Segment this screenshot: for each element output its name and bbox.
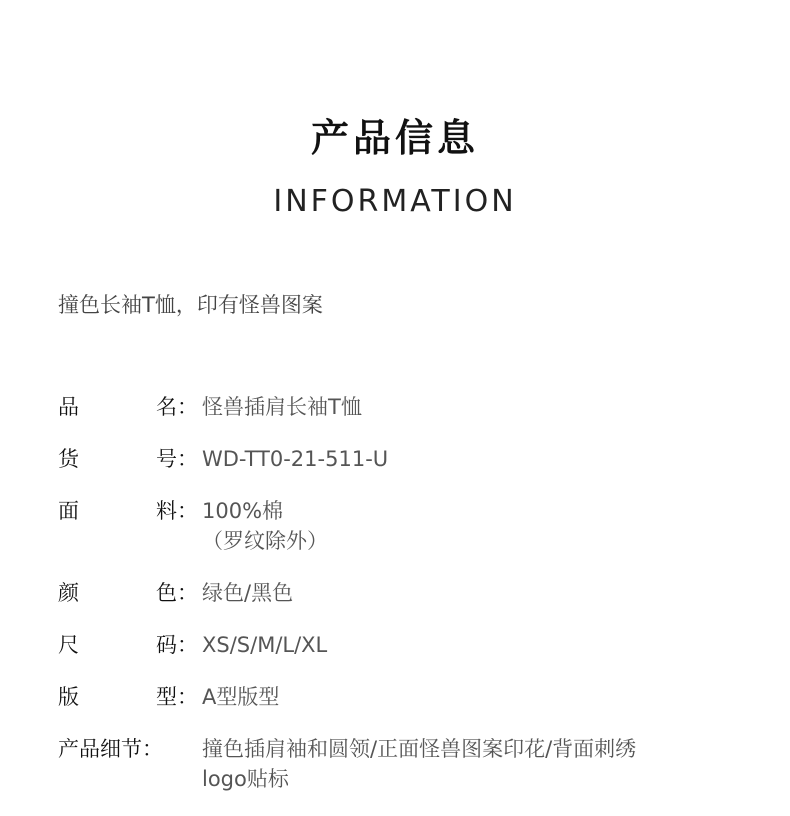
spec-value-line: 撞色插肩袖和圆领/正面怪兽图案印花/背面刺绣 bbox=[202, 737, 637, 761]
spec-label-char: 名： bbox=[156, 395, 198, 419]
spec-row-material bbox=[58, 496, 758, 556]
spec-row-details bbox=[58, 734, 758, 794]
spec-row-color bbox=[58, 578, 758, 608]
spec-label-text: 产品细节： bbox=[58, 737, 163, 761]
spec-label-char: 尺 bbox=[58, 633, 79, 657]
spec-row-sku bbox=[58, 444, 758, 474]
spec-label-char: 品 bbox=[58, 395, 79, 419]
spec-label bbox=[58, 392, 198, 422]
spec-label-char: 码： bbox=[156, 633, 198, 657]
page-title: 产品信息 bbox=[310, 116, 479, 160]
spec-label-char: 号： bbox=[156, 447, 198, 471]
spec-label bbox=[58, 630, 198, 660]
spec-value: A型版型 bbox=[202, 685, 280, 709]
spec-row-name bbox=[58, 392, 758, 422]
spec-label bbox=[58, 444, 198, 474]
spec-label bbox=[58, 734, 198, 764]
spec-label-char: 型： bbox=[156, 685, 198, 709]
spec-value-line: （罗纹除外） bbox=[202, 529, 328, 553]
spec-label bbox=[58, 496, 198, 526]
spec-value bbox=[202, 734, 758, 794]
spec-value: 怪兽插肩长袖T恤 bbox=[202, 395, 362, 419]
title-block bbox=[0, 112, 790, 220]
spec-row-size bbox=[58, 630, 758, 660]
spec-list bbox=[58, 392, 758, 816]
page-subtitle: INFORMATION bbox=[273, 184, 517, 219]
spec-value bbox=[202, 496, 758, 556]
spec-label bbox=[58, 682, 198, 712]
spec-value-line: 100%棉 bbox=[202, 499, 284, 523]
spec-row-fit bbox=[58, 682, 758, 712]
spec-label-char: 货 bbox=[58, 447, 79, 471]
spec-value: 绿色/黑色 bbox=[202, 581, 294, 605]
spec-label-char: 版 bbox=[58, 685, 79, 709]
spec-value: WD-TT0-21-511-U bbox=[202, 447, 389, 471]
spec-label-char: 色： bbox=[156, 581, 198, 605]
product-summary: 撞色长袖T恤，印有怪兽图案 bbox=[58, 293, 323, 317]
spec-label bbox=[58, 578, 198, 608]
spec-label-char: 颜 bbox=[58, 581, 79, 605]
spec-value-line: logo贴标 bbox=[202, 767, 289, 791]
spec-value: XS/S/M/L/XL bbox=[202, 633, 328, 657]
spec-label-char: 料： bbox=[156, 499, 198, 523]
spec-label-char: 面 bbox=[58, 499, 79, 523]
